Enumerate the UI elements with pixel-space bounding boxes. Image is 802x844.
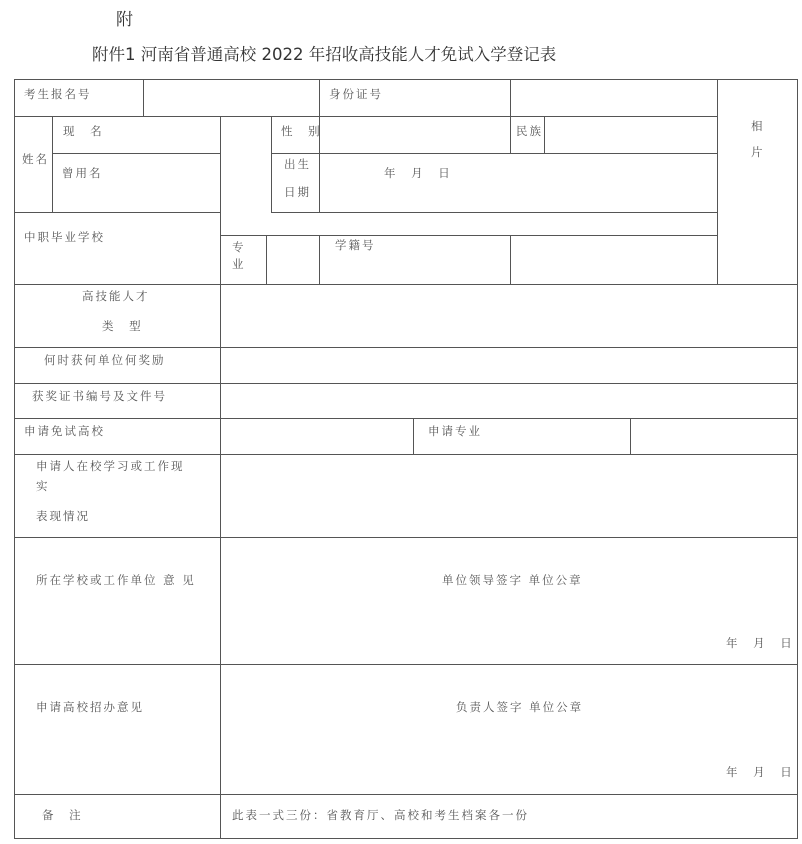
table-line <box>14 664 798 665</box>
school-opinion-label: 申请高校招办意见 <box>36 700 144 714</box>
table-line <box>14 347 798 348</box>
table-line <box>14 383 798 384</box>
birth-label-1: 出生 <box>284 157 311 171</box>
current-name-label: 现 名 <box>63 124 108 138</box>
table-line <box>797 79 798 839</box>
photo-label-2: 片 <box>751 145 765 159</box>
table-line <box>14 284 798 285</box>
apply-school-label: 申请免试高校 <box>24 424 105 438</box>
table-line <box>510 79 511 116</box>
major-label-1: 专 <box>232 240 246 254</box>
table-line <box>14 537 798 538</box>
table-line <box>52 153 220 154</box>
school-signature: 负责人签字 单位公章 <box>456 700 584 714</box>
table-line <box>14 212 220 213</box>
candidate-no-label: 考生报名号 <box>24 87 92 101</box>
certificate-label: 获奖证书编号及文件号 <box>32 389 167 403</box>
id-number-label: 身份证号 <box>329 87 383 101</box>
remarks-text: 此表一式三份：省教育厅、高校和考生档案各一份 <box>232 808 529 822</box>
table-line <box>510 235 511 284</box>
table-line <box>544 116 545 153</box>
table-line <box>510 116 511 153</box>
table-line <box>220 235 718 236</box>
table-line <box>14 116 718 117</box>
unit-signature: 单位领导签字 单位公章 <box>442 573 583 587</box>
table-line <box>143 79 144 116</box>
unit-opinion-label: 所在学校或工作单位 意 见 <box>36 573 196 587</box>
table-line <box>630 418 631 454</box>
name-label: 姓名 <box>22 152 49 166</box>
table-line <box>413 418 414 454</box>
table-line <box>52 116 53 212</box>
table-line <box>266 235 267 284</box>
table-line <box>271 116 272 212</box>
apply-major-label: 申请专业 <box>428 424 482 438</box>
table-line <box>271 212 718 213</box>
photo-label-1: 相 <box>751 119 765 133</box>
major-label-2: 业 <box>232 257 246 271</box>
ethnicity-label: 民族 <box>516 124 543 138</box>
talent-type-label-1: 高技能人才 <box>82 289 150 303</box>
table-line <box>14 79 798 80</box>
performance-label-1: 申请人在校学习或工作现 <box>36 459 185 473</box>
table-line <box>220 116 221 838</box>
table-line <box>14 454 798 455</box>
birth-label-2: 日期 <box>284 185 311 199</box>
award-label: 何时获何单位何奖励 <box>44 353 166 367</box>
table-line <box>14 794 798 795</box>
performance-label-3: 表现情况 <box>36 509 90 523</box>
table-line <box>14 838 798 839</box>
table-line <box>319 79 320 116</box>
student-no-label: 学籍号 <box>335 238 376 252</box>
talent-type-label-2: 类 型 <box>102 319 147 333</box>
table-line <box>271 153 718 154</box>
remarks-label: 备 注 <box>42 808 87 822</box>
gender-label: 性 别 <box>281 124 326 138</box>
birth-date-placeholder: 年 月 日 <box>384 166 456 180</box>
attachment-mark: 附 <box>116 10 133 30</box>
table-line <box>717 79 718 284</box>
table-line <box>14 418 798 419</box>
school-date: 年 月 日 <box>726 765 798 779</box>
performance-label-2: 实 <box>36 479 50 493</box>
vocational-school-label: 中职毕业学校 <box>24 230 105 244</box>
form-title: 附件1 河南省普通高校 2022 年招收高技能人才免试入学登记表 <box>92 45 557 64</box>
former-name-label: 曾用名 <box>62 166 103 180</box>
unit-date: 年 月 日 <box>726 636 798 650</box>
table-line <box>14 79 15 839</box>
table-line <box>319 235 320 284</box>
